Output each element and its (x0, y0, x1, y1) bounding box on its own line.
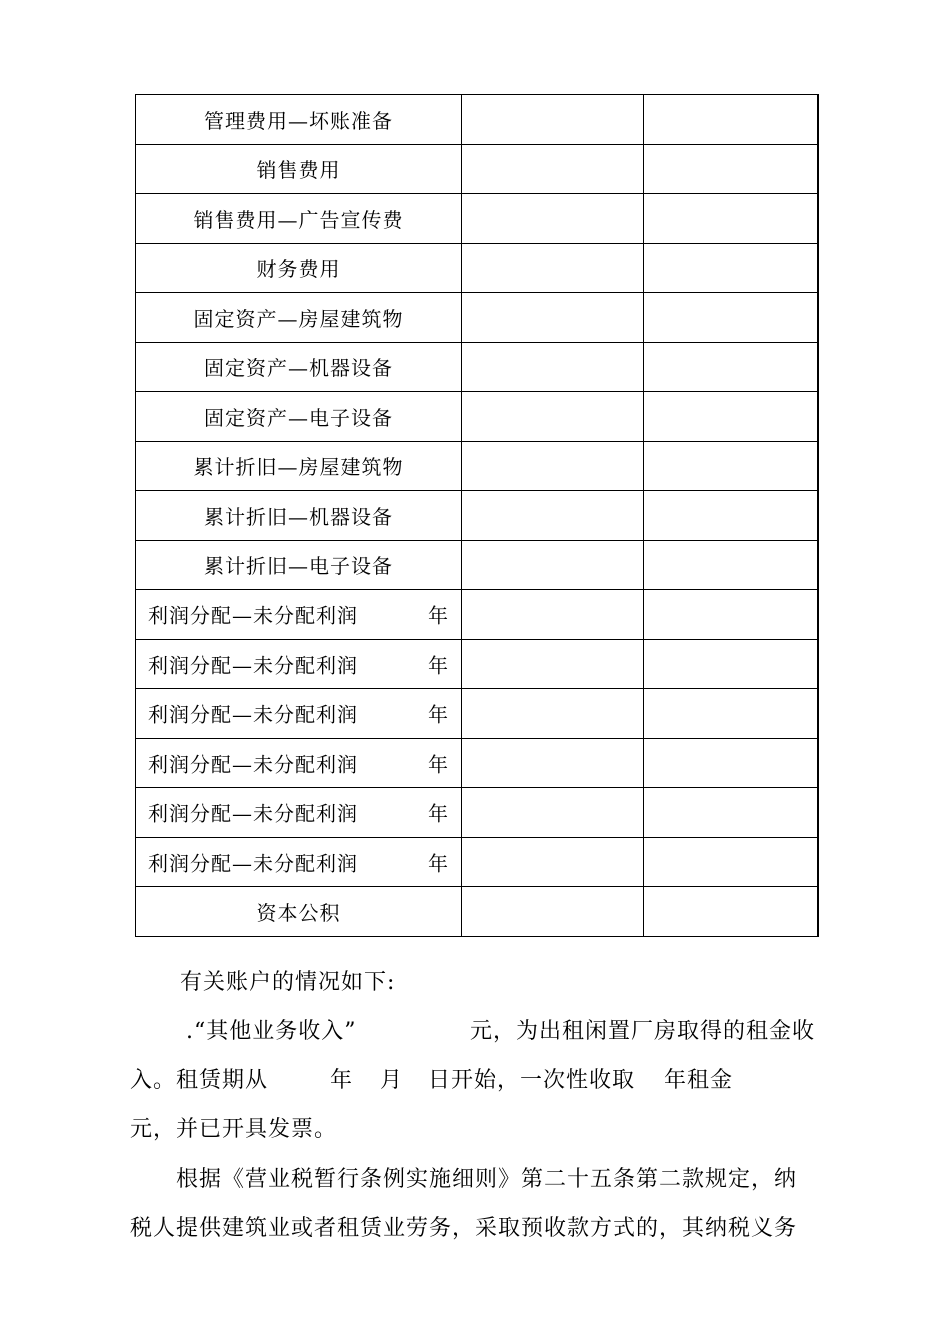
amount-cell (644, 738, 818, 788)
account-name-cell (136, 837, 462, 887)
account-table (135, 94, 819, 937)
table-row (136, 590, 818, 640)
table-row (136, 342, 818, 392)
account-name-cell: 累计折旧—房屋建筑物 (136, 441, 462, 491)
amount-cell (644, 639, 818, 689)
amount-cell (462, 392, 644, 442)
regulation-text-2: 税人提供建筑业或者租赁业劳务，采取预收款方式的，其纳税义务 (130, 1216, 798, 1241)
year-label: 年 (428, 851, 448, 876)
account-name-cell (136, 788, 462, 838)
account-name-cell: 固定资产—电子设备 (136, 392, 462, 442)
amount-cell (644, 392, 818, 442)
rent-years-text: 年租金 (664, 1068, 734, 1093)
amount-cell (644, 887, 818, 937)
amount-cell (462, 144, 644, 194)
amount-cell (462, 887, 644, 937)
amount-cell (644, 441, 818, 491)
table-row (136, 689, 818, 739)
table-row (136, 491, 818, 541)
amount-cell (462, 738, 644, 788)
amount-cell (462, 689, 644, 739)
account-name: 利润分配—未分配利润 (148, 851, 358, 876)
year-label: 年 (428, 752, 448, 777)
account-name-cell: 累计折旧—电子设备 (136, 540, 462, 590)
amount-cell (462, 293, 644, 343)
lease-year-label: 年 (330, 1068, 354, 1093)
amount-cell (462, 441, 644, 491)
account-name-cell (136, 738, 462, 788)
intro-text: 有关账户的情况如下: (180, 970, 396, 995)
table-row (136, 293, 818, 343)
table-row (136, 788, 818, 838)
table-row (136, 392, 818, 442)
table-row (136, 738, 818, 788)
amount-cell (644, 194, 818, 244)
rental-income-text: 元，为出租闲置厂房取得的租金收 (470, 1019, 816, 1044)
account-name-cell (136, 639, 462, 689)
other-income-label: .“其他业务收入” (186, 1019, 357, 1044)
account-name: 利润分配—未分配利润 (148, 603, 358, 628)
account-name: 利润分配—未分配利润 (148, 653, 358, 678)
lease-month-label: 月 (380, 1068, 404, 1093)
account-name: 利润分配—未分配利润 (148, 752, 358, 777)
table-row (136, 837, 818, 887)
amount-cell (462, 342, 644, 392)
account-name-cell: 销售费用—广告宣传费 (136, 194, 462, 244)
amount-cell (462, 540, 644, 590)
amount-cell (462, 639, 644, 689)
amount-cell (462, 491, 644, 541)
amount-cell (644, 788, 818, 838)
amount-cell (644, 590, 818, 640)
year-label: 年 (428, 603, 448, 628)
amount-cell (644, 540, 818, 590)
regulation-text: 根据《营业税暂行条例实施细则》第二十五条第二款规定，纳 (176, 1167, 798, 1192)
account-name-cell: 固定资产—房屋建筑物 (136, 293, 462, 343)
amount-cell (644, 293, 818, 343)
account-name-cell (136, 689, 462, 739)
lease-day-text: 日开始，一次性收取 (428, 1068, 636, 1093)
account-name: 利润分配—未分配利润 (148, 801, 358, 826)
account-name: 利润分配—未分配利润 (148, 702, 358, 727)
account-name-cell (136, 590, 462, 640)
amount-cell (644, 95, 818, 145)
account-name-cell: 累计折旧—机器设备 (136, 491, 462, 541)
lease-start-text: 入。租赁期从 (130, 1068, 269, 1093)
amount-cell (462, 788, 644, 838)
table-row (136, 144, 818, 194)
amount-cell (644, 491, 818, 541)
amount-cell (644, 243, 818, 293)
amount-cell (644, 144, 818, 194)
account-name-cell: 管理费用—坏账准备 (136, 95, 462, 145)
table-row (136, 194, 818, 244)
year-label: 年 (428, 702, 448, 727)
amount-cell (644, 689, 818, 739)
account-name-cell: 固定资产—机器设备 (136, 342, 462, 392)
amount-cell (462, 590, 644, 640)
amount-cell (462, 837, 644, 887)
year-label: 年 (428, 653, 448, 678)
table-row (136, 540, 818, 590)
invoice-text: 元，并已开具发票。 (130, 1117, 338, 1142)
amount-cell (644, 837, 818, 887)
amount-cell (462, 95, 644, 145)
table-row (136, 243, 818, 293)
table-row (136, 639, 818, 689)
year-label: 年 (428, 801, 448, 826)
table-row (136, 441, 818, 491)
account-name-cell: 销售费用 (136, 144, 462, 194)
amount-cell (644, 342, 818, 392)
amount-cell (462, 194, 644, 244)
table-row (136, 95, 818, 145)
amount-cell (462, 243, 644, 293)
account-name-cell: 财务费用 (136, 243, 462, 293)
account-name-cell: 资本公积 (136, 887, 462, 937)
table-row (136, 887, 818, 937)
